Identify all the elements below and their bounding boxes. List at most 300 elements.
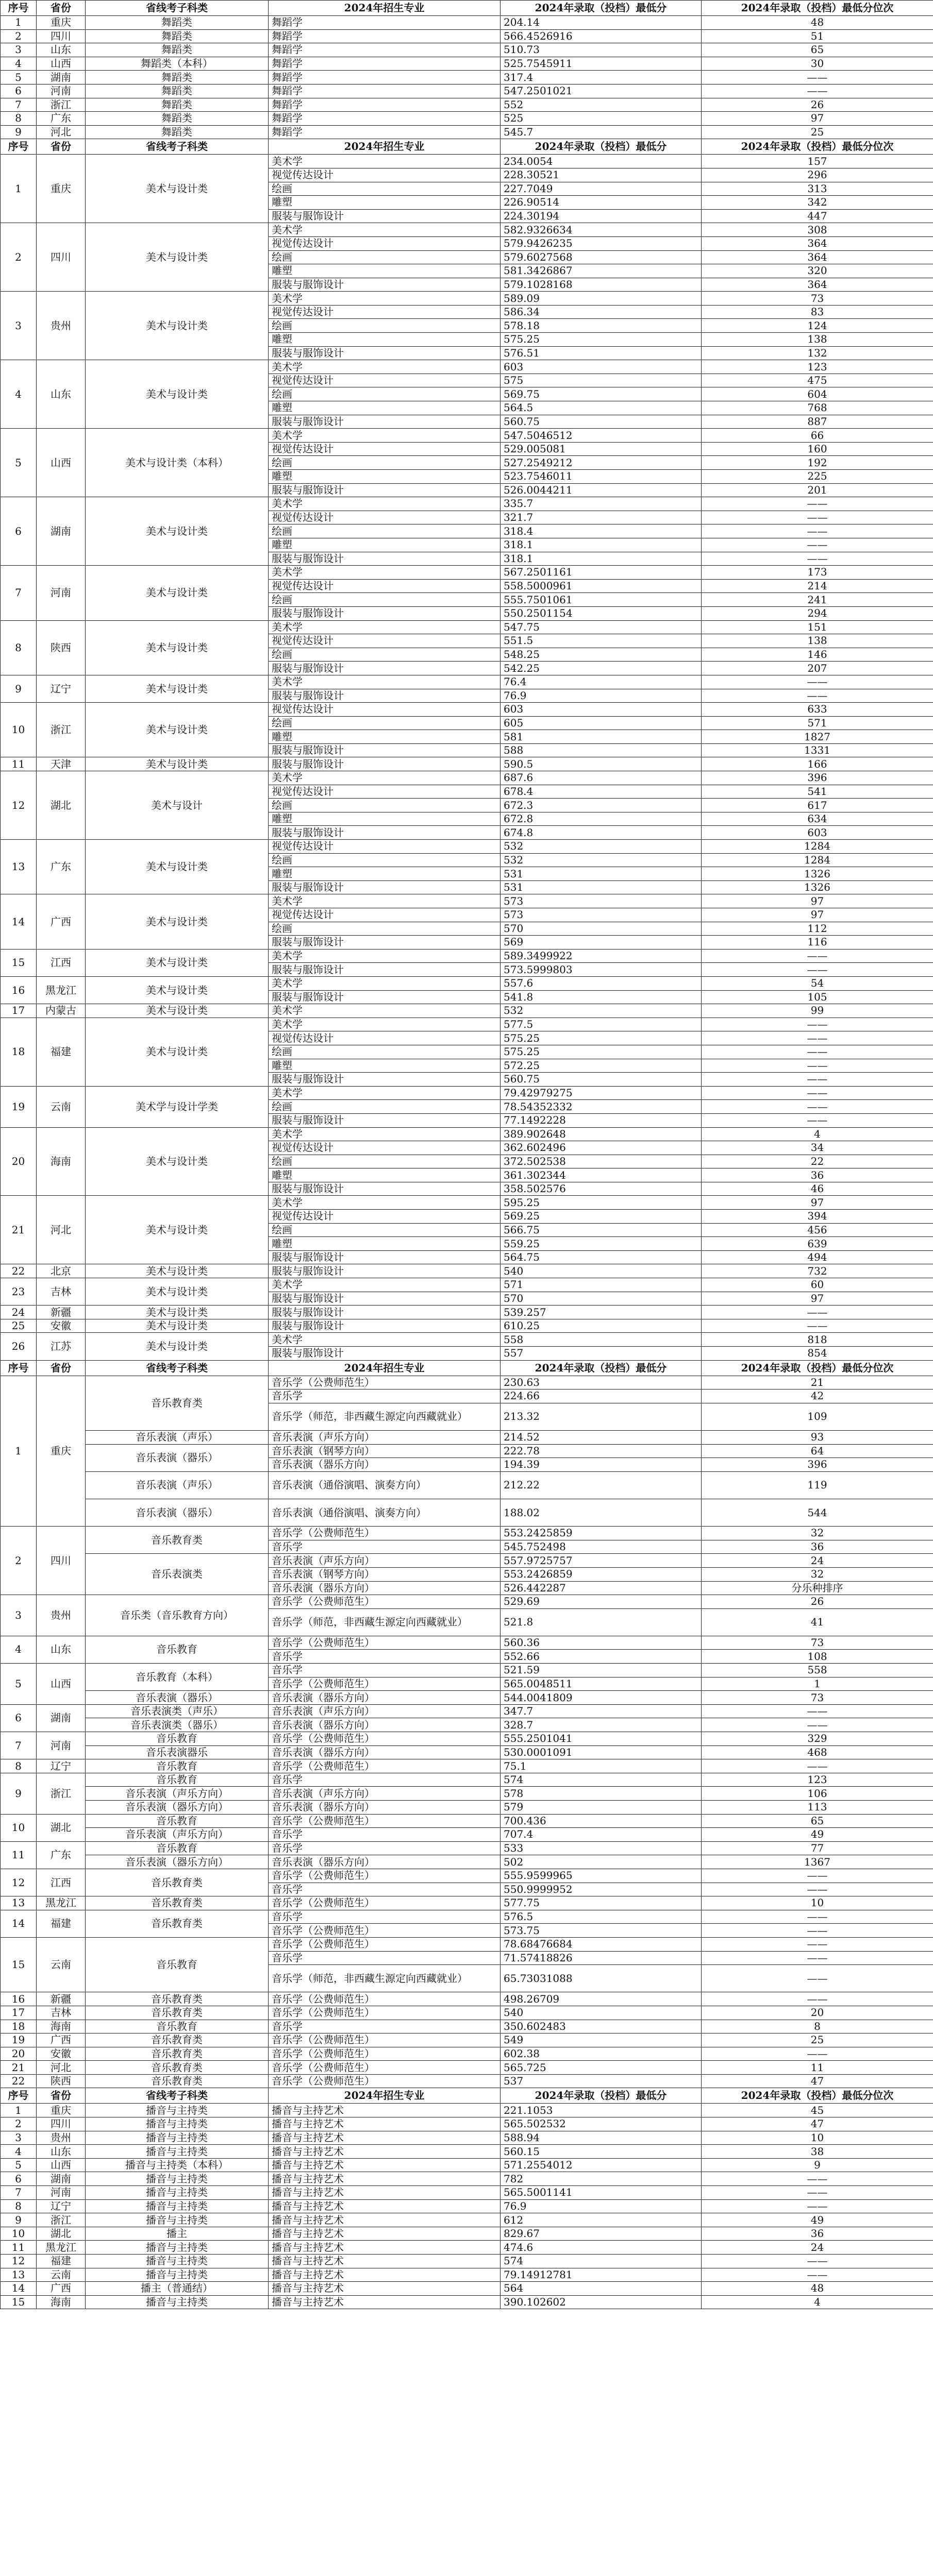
table-row xyxy=(1,1992,933,2006)
major-name: 绘画 xyxy=(269,1223,501,1237)
min-score: 573.75 xyxy=(501,1924,702,1938)
min-score: 672.8 xyxy=(501,812,702,826)
min-rank: 617 xyxy=(702,799,933,812)
major-name: 服装与服饰设计 xyxy=(269,415,501,429)
major-name: 播音与主持艺术 xyxy=(269,2241,501,2255)
min-rank: 4 xyxy=(702,2295,933,2309)
min-rank: 138 xyxy=(702,333,933,347)
min-score: 557.6 xyxy=(501,976,702,990)
min-rank: —— xyxy=(702,2268,933,2282)
major-name: 绘画 xyxy=(269,853,501,867)
table-row xyxy=(1,497,933,511)
table-row xyxy=(1,620,933,634)
exam-category: 音乐教育类 xyxy=(86,2047,269,2061)
major-name: 音乐学 xyxy=(269,1883,501,1896)
min-score: 79.42979275 xyxy=(501,1086,702,1100)
min-rank: —— xyxy=(702,2186,933,2200)
min-score: 321.7 xyxy=(501,511,702,524)
province-name: 山东 xyxy=(37,360,86,429)
major-name: 音乐表演（通俗演唱、演奏方向） xyxy=(269,1471,501,1499)
exam-category: 播音与主持类 xyxy=(86,2199,269,2213)
row-index: 15 xyxy=(1,2295,37,2309)
min-rank: 11 xyxy=(702,2061,933,2075)
major-name: 服装与服饰设计 xyxy=(269,689,501,703)
row-index: 7 xyxy=(1,2186,37,2200)
table-row xyxy=(1,2020,933,2033)
min-score: 575 xyxy=(501,374,702,387)
min-rank: 93 xyxy=(702,1430,933,1444)
min-score: 224.66 xyxy=(501,1389,702,1403)
exam-category: 音乐教育 xyxy=(86,1937,269,1992)
min-score: 361.302344 xyxy=(501,1168,702,1182)
row-index: 15 xyxy=(1,949,37,976)
row-index: 25 xyxy=(1,1319,37,1333)
exam-category: 美术与设计类 xyxy=(86,223,269,292)
province-name: 重庆 xyxy=(37,16,86,30)
major-name: 美术学 xyxy=(269,675,501,689)
major-name: 美术学 xyxy=(269,497,501,511)
exam-category: 舞蹈类 xyxy=(86,43,269,57)
min-score: 389.902648 xyxy=(501,1127,702,1141)
min-rank: 73 xyxy=(702,292,933,306)
min-score: 532 xyxy=(501,853,702,867)
min-score: 227.7049 xyxy=(501,182,702,196)
row-index: 8 xyxy=(1,112,37,126)
min-score: 226.90514 xyxy=(501,196,702,210)
min-rank: —— xyxy=(702,552,933,566)
major-name: 舞蹈学 xyxy=(269,57,501,71)
min-rank: 30 xyxy=(702,57,933,71)
major-name: 音乐学（公费师范生） xyxy=(269,1759,501,1773)
min-rank: 192 xyxy=(702,456,933,470)
exam-category: 音乐教育类 xyxy=(86,2006,269,2020)
min-rank: 21 xyxy=(702,1376,933,1389)
row-index: 10 xyxy=(1,703,37,757)
min-rank: 308 xyxy=(702,223,933,237)
min-score: 707.4 xyxy=(501,1828,702,1842)
row-index: 15 xyxy=(1,1937,37,1992)
table-row xyxy=(1,1787,933,1801)
major-name: 音乐学 xyxy=(269,1389,501,1403)
exam-category: 音乐教育类 xyxy=(86,1896,269,1910)
table-row xyxy=(1,1471,933,1499)
major-name: 音乐学（公费师范生） xyxy=(269,1595,501,1609)
min-score: 575.25 xyxy=(501,333,702,347)
row-index: 6 xyxy=(1,84,37,98)
province-name: 辽宁 xyxy=(37,2199,86,2213)
exam-category: 音乐教育类 xyxy=(86,1992,269,2006)
row-index: 3 xyxy=(1,2131,37,2145)
province-name: 湖北 xyxy=(37,1814,86,1841)
row-index: 12 xyxy=(1,2255,37,2268)
table-row xyxy=(1,1814,933,1828)
min-score: 474.6 xyxy=(501,2241,702,2255)
min-score: 521.8 xyxy=(501,1608,702,1636)
major-name: 美术学 xyxy=(269,620,501,634)
province-name: 海南 xyxy=(37,2295,86,2309)
min-score: 318.4 xyxy=(501,524,702,538)
table-row xyxy=(1,2158,933,2172)
exam-category: 美术学与设计学类 xyxy=(86,1086,269,1127)
row-index: 21 xyxy=(1,1196,37,1264)
exam-category: 音乐教育 xyxy=(86,1773,269,1787)
province-name: 广西 xyxy=(37,894,86,949)
min-score: 558.5000961 xyxy=(501,579,702,593)
major-name: 美术学 xyxy=(269,1018,501,1031)
major-name: 音乐表演（器乐方向） xyxy=(269,1801,501,1815)
min-score: 542.25 xyxy=(501,662,702,675)
province-name: 陕西 xyxy=(37,620,86,675)
min-score: 328.7 xyxy=(501,1718,702,1732)
major-name: 服装与服饰设计 xyxy=(269,1319,501,1333)
min-score: 358.502576 xyxy=(501,1182,702,1196)
table-row xyxy=(1,2282,933,2296)
major-name: 视觉传达设计 xyxy=(269,511,501,524)
table-row xyxy=(1,1306,933,1319)
min-score: 525.7545911 xyxy=(501,57,702,71)
min-rank: —— xyxy=(702,1704,933,1718)
major-name: 音乐表演（器乐方向） xyxy=(269,1691,501,1705)
min-rank: 396 xyxy=(702,771,933,785)
min-score: 571 xyxy=(501,1278,702,1292)
min-score: 549 xyxy=(501,2033,702,2047)
min-score: 555.7501061 xyxy=(501,593,702,607)
major-name: 视觉传达设计 xyxy=(269,908,501,922)
section-header-row xyxy=(1,139,933,155)
exam-category: 美术与设计类 xyxy=(86,1278,269,1306)
row-index: 5 xyxy=(1,1664,37,1705)
major-name: 视觉传达设计 xyxy=(269,1141,501,1155)
major-name: 服装与服饰设计 xyxy=(269,1073,501,1087)
major-name: 绘画 xyxy=(269,593,501,607)
table-row xyxy=(1,2199,933,2213)
min-score: 545.7 xyxy=(501,125,702,139)
table-row xyxy=(1,1004,933,1018)
row-index: 7 xyxy=(1,98,37,112)
min-rank: 214 xyxy=(702,579,933,593)
major-name: 播音与主持艺术 xyxy=(269,2199,501,2213)
major-name: 美术学 xyxy=(269,949,501,963)
province-name: 广东 xyxy=(37,1841,86,1869)
min-rank: 732 xyxy=(702,1264,933,1278)
min-rank: —— xyxy=(702,949,933,963)
province-name: 吉林 xyxy=(37,1278,86,1306)
col-header-min-rank: 2024年录取（投档）最低分位次 xyxy=(702,1360,933,1376)
col-header-index: 序号 xyxy=(1,2088,37,2104)
min-score: 76.4 xyxy=(501,675,702,689)
table-row xyxy=(1,1759,933,1773)
table-row xyxy=(1,1896,933,1910)
province-name: 福建 xyxy=(37,2255,86,2268)
major-name: 绘画 xyxy=(269,319,501,333)
min-score: 565.0048511 xyxy=(501,1677,702,1691)
row-index: 11 xyxy=(1,1841,37,1869)
exam-category: 音乐教育 xyxy=(86,1841,269,1855)
row-index: 5 xyxy=(1,2158,37,2172)
major-name: 雕塑 xyxy=(269,730,501,744)
major-name: 服装与服饰设计 xyxy=(269,990,501,1004)
min-score: 545.752498 xyxy=(501,1540,702,1554)
min-rank: —— xyxy=(702,538,933,552)
province-name: 重庆 xyxy=(37,2104,86,2117)
min-rank: 24 xyxy=(702,1554,933,1568)
major-name: 音乐学（公费师范生） xyxy=(269,2074,501,2088)
province-name: 贵州 xyxy=(37,292,86,360)
row-index: 22 xyxy=(1,1264,37,1278)
min-rank: 1 xyxy=(702,1677,933,1691)
min-score: 574 xyxy=(501,1773,702,1787)
min-score: 564 xyxy=(501,2282,702,2296)
min-score: 570 xyxy=(501,1292,702,1306)
min-score: 230.63 xyxy=(501,1376,702,1389)
col-header-min-score: 2024年录取（投档）最低分 xyxy=(501,139,702,155)
min-score: 531 xyxy=(501,880,702,894)
major-name: 舞蹈学 xyxy=(269,98,501,112)
major-name: 美术学 xyxy=(269,1127,501,1141)
major-name: 舞蹈学 xyxy=(269,112,501,126)
major-name: 音乐学（公费师范生） xyxy=(269,1636,501,1650)
exam-category: 美术与设计 xyxy=(86,771,269,840)
min-rank: 41 xyxy=(702,1608,933,1636)
exam-category: 音乐教育 xyxy=(86,1732,269,1746)
row-index: 13 xyxy=(1,1896,37,1910)
row-index: 9 xyxy=(1,1773,37,1814)
major-name: 绘画 xyxy=(269,648,501,662)
min-score: 574 xyxy=(501,2255,702,2268)
min-rank: 97 xyxy=(702,908,933,922)
min-rank: 123 xyxy=(702,1773,933,1787)
row-index: 13 xyxy=(1,2268,37,2282)
min-rank: —— xyxy=(702,1965,933,1992)
min-score: 335.7 xyxy=(501,497,702,511)
min-score: 318.1 xyxy=(501,552,702,566)
major-name: 音乐学 xyxy=(269,1910,501,1924)
row-index: 5 xyxy=(1,71,37,84)
table-row xyxy=(1,1841,933,1855)
province-name: 河北 xyxy=(37,125,86,139)
table-row xyxy=(1,949,933,963)
min-score: 510.73 xyxy=(501,43,702,57)
table-row xyxy=(1,1196,933,1210)
min-rank: 119 xyxy=(702,1471,933,1499)
exam-category: 播音与主持类 xyxy=(86,2268,269,2282)
min-rank: —— xyxy=(702,1073,933,1087)
exam-category: 美术与设计类 xyxy=(86,1196,269,1264)
province-name: 福建 xyxy=(37,1018,86,1086)
row-index: 19 xyxy=(1,2033,37,2047)
min-score: 221.1053 xyxy=(501,2104,702,2117)
min-score: 576.5 xyxy=(501,1910,702,1924)
exam-category: 音乐表演类（声乐） xyxy=(86,1704,269,1718)
major-name: 雕塑 xyxy=(269,1237,501,1251)
major-name: 服装与服饰设计 xyxy=(269,1347,501,1361)
min-rank: 25 xyxy=(702,125,933,139)
province-name: 山东 xyxy=(37,43,86,57)
province-name: 山西 xyxy=(37,2158,86,2172)
min-score: 586.34 xyxy=(501,305,702,319)
min-score: 521.59 xyxy=(501,1664,702,1677)
col-header-province: 省份 xyxy=(37,1,86,16)
table-row xyxy=(1,976,933,990)
province-name: 浙江 xyxy=(37,2213,86,2227)
col-header-index: 序号 xyxy=(1,1360,37,1376)
min-rank: 32 xyxy=(702,1527,933,1540)
province-name: 广西 xyxy=(37,2033,86,2047)
row-index: 8 xyxy=(1,620,37,675)
exam-category: 音乐教育类 xyxy=(86,1376,269,1430)
min-score: 829.67 xyxy=(501,2227,702,2241)
min-score: 194.39 xyxy=(501,1458,702,1472)
min-rank: 109 xyxy=(702,1403,933,1430)
min-rank: 394 xyxy=(702,1210,933,1224)
row-index: 4 xyxy=(1,2145,37,2159)
exam-category: 美术与设计类 xyxy=(86,292,269,360)
col-header-major: 2024年招生专业 xyxy=(269,1360,501,1376)
province-name: 四川 xyxy=(37,2117,86,2131)
table-row xyxy=(1,2131,933,2145)
min-score: 573 xyxy=(501,894,702,908)
row-index: 12 xyxy=(1,771,37,840)
row-index: 10 xyxy=(1,2227,37,2241)
exam-category: 音乐表演（声乐方向） xyxy=(86,1787,269,1801)
min-score: 540 xyxy=(501,2006,702,2020)
major-name: 音乐学（公费师范生） xyxy=(269,1869,501,1883)
province-name: 黑龙江 xyxy=(37,2241,86,2255)
major-name: 视觉传达设计 xyxy=(269,168,501,182)
min-score: 588.94 xyxy=(501,2131,702,2145)
major-name: 音乐学（公费师范生） xyxy=(269,1732,501,1746)
min-score: 603 xyxy=(501,703,702,717)
min-score: 577.75 xyxy=(501,1896,702,1910)
min-rank: —— xyxy=(702,511,933,524)
major-name: 视觉传达设计 xyxy=(269,1031,501,1045)
table-row xyxy=(1,1732,933,1746)
major-name: 音乐表演（器乐方向） xyxy=(269,1581,501,1595)
table-row xyxy=(1,2186,933,2200)
major-name: 服装与服饰设计 xyxy=(269,743,501,757)
min-score: 537 xyxy=(501,2074,702,2088)
min-score: 590.5 xyxy=(501,757,702,771)
min-score: 213.32 xyxy=(501,1403,702,1430)
min-rank: 364 xyxy=(702,236,933,250)
table-row xyxy=(1,1828,933,1842)
province-name: 浙江 xyxy=(37,1773,86,1814)
min-score: 575.25 xyxy=(501,1045,702,1059)
major-name: 服装与服饰设计 xyxy=(269,552,501,566)
province-name: 湖南 xyxy=(37,71,86,84)
min-score: 565.725 xyxy=(501,2061,702,2075)
min-rank: —— xyxy=(702,675,933,689)
min-score: 548.25 xyxy=(501,648,702,662)
min-rank: 634 xyxy=(702,812,933,826)
min-rank: —— xyxy=(702,1869,933,1883)
province-name: 天津 xyxy=(37,757,86,771)
col-header-major: 2024年招生专业 xyxy=(269,1,501,16)
province-name: 广东 xyxy=(37,112,86,126)
min-rank: —— xyxy=(702,1031,933,1045)
row-index: 24 xyxy=(1,1306,37,1319)
exam-category: 音乐教育（本科） xyxy=(86,1664,269,1691)
major-name: 音乐学（公费师范生） xyxy=(269,2061,501,2075)
col-header-min-rank: 2024年录取（投档）最低分位次 xyxy=(702,139,933,155)
row-index: 1 xyxy=(1,1376,37,1527)
exam-category: 美术与设计类 xyxy=(86,894,269,949)
col-header-major: 2024年招生专业 xyxy=(269,139,501,155)
major-name: 雕塑 xyxy=(269,264,501,278)
row-index: 14 xyxy=(1,1910,37,1937)
min-score: 79.14912781 xyxy=(501,2268,702,2282)
min-rank: 49 xyxy=(702,1828,933,1842)
major-name: 雕塑 xyxy=(269,538,501,552)
row-index: 4 xyxy=(1,1636,37,1663)
major-name: 音乐学（公费师范生） xyxy=(269,1527,501,1540)
min-rank: 294 xyxy=(702,606,933,620)
min-rank: 768 xyxy=(702,401,933,415)
col-header-major: 2024年招生专业 xyxy=(269,2088,501,2104)
major-name: 绘画 xyxy=(269,1045,501,1059)
min-score: 550.2501154 xyxy=(501,606,702,620)
row-index: 22 xyxy=(1,2074,37,2088)
min-score: 550.9999952 xyxy=(501,1883,702,1896)
table-row xyxy=(1,675,933,689)
min-rank: 20 xyxy=(702,2006,933,2020)
major-name: 绘画 xyxy=(269,456,501,470)
exam-category: 美术与设计类 xyxy=(86,703,269,757)
exam-category: 舞蹈类 xyxy=(86,29,269,43)
min-rank: 73 xyxy=(702,1691,933,1705)
table-row xyxy=(1,1527,933,1540)
row-index: 11 xyxy=(1,2241,37,2255)
table-row xyxy=(1,1910,933,1924)
table-row xyxy=(1,1430,933,1444)
min-rank: —— xyxy=(702,963,933,977)
min-score: 566.4526916 xyxy=(501,29,702,43)
row-index: 6 xyxy=(1,2172,37,2186)
min-rank: 1326 xyxy=(702,880,933,894)
min-rank: 54 xyxy=(702,976,933,990)
province-name: 海南 xyxy=(37,1127,86,1196)
min-rank: 468 xyxy=(702,1745,933,1759)
major-name: 美术学 xyxy=(269,976,501,990)
min-rank: 73 xyxy=(702,1636,933,1650)
min-rank: 60 xyxy=(702,1278,933,1292)
major-name: 美术学 xyxy=(269,429,501,443)
major-name: 音乐学（师范，非西藏生源定向西藏就业） xyxy=(269,1403,501,1430)
section-header-row xyxy=(1,2088,933,2104)
major-name: 音乐学（公费师范生） xyxy=(269,1992,501,2006)
min-score: 565.502532 xyxy=(501,2117,702,2131)
table-row xyxy=(1,2061,933,2075)
major-name: 服装与服饰设计 xyxy=(269,278,501,292)
min-rank: 25 xyxy=(702,2033,933,2047)
table-row xyxy=(1,2033,933,2047)
table-row xyxy=(1,757,933,771)
major-name: 美术学 xyxy=(269,1086,501,1100)
row-index: 4 xyxy=(1,57,37,71)
major-name: 播音与主持艺术 xyxy=(269,2186,501,2200)
min-rank: 603 xyxy=(702,826,933,840)
min-score: 540 xyxy=(501,1264,702,1278)
min-rank: 541 xyxy=(702,785,933,799)
min-score: 527.2549212 xyxy=(501,456,702,470)
min-score: 603 xyxy=(501,360,702,374)
table-row xyxy=(1,1773,933,1787)
min-score: 552 xyxy=(501,98,702,112)
min-rank: 36 xyxy=(702,2227,933,2241)
major-name: 美术学 xyxy=(269,1333,501,1347)
min-score: 571.2554012 xyxy=(501,2158,702,2172)
table-row xyxy=(1,2074,933,2088)
